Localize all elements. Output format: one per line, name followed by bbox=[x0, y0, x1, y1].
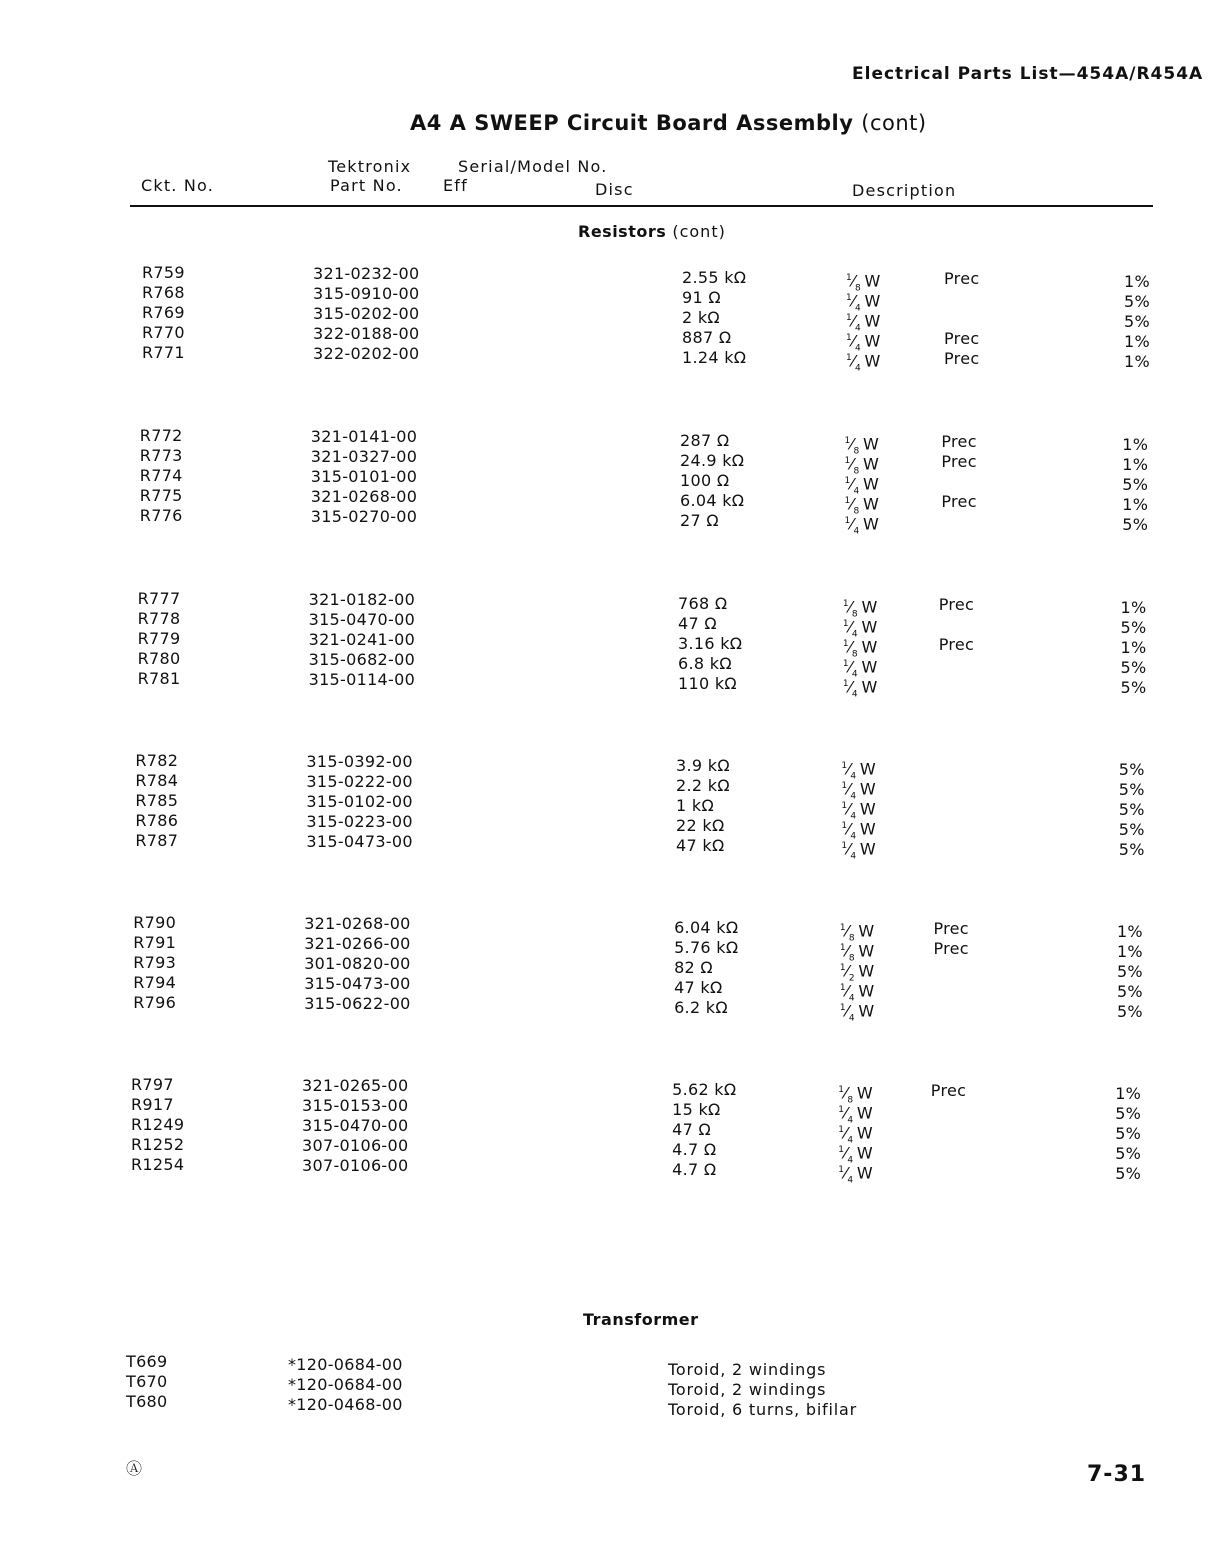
wattage-denominator: 4 bbox=[850, 851, 857, 862]
ckt-no: R796 bbox=[133, 993, 177, 1012]
resistance-value: 2 kΩ bbox=[682, 308, 720, 327]
wattage-denominator: 4 bbox=[850, 811, 857, 822]
wattage-denominator: 4 bbox=[853, 526, 860, 537]
watt-unit: W bbox=[859, 514, 880, 534]
watt-unit: W bbox=[853, 1123, 873, 1143]
wattage-numerator: 1 bbox=[842, 659, 849, 669]
part-no: 321-0182-00 bbox=[308, 590, 416, 609]
fraction-slash: ⁄ bbox=[847, 799, 851, 819]
wattage bbox=[840, 998, 875, 1029]
tolerance: 1% bbox=[1124, 352, 1150, 371]
part-no: 315-0622-00 bbox=[304, 994, 411, 1013]
watt-unit: W bbox=[856, 759, 877, 779]
fraction-slash: ⁄ bbox=[850, 434, 854, 454]
col-eff: Eff bbox=[443, 176, 468, 195]
resistance-value: 47 Ω bbox=[678, 614, 717, 633]
wattage-numerator: 1 bbox=[841, 841, 848, 851]
precision-flag: Prec bbox=[944, 269, 980, 288]
resistance-value: 27 Ω bbox=[680, 511, 719, 530]
resistance-value: 4.7 Ω bbox=[672, 1140, 717, 1159]
part-no: 315-0223-00 bbox=[306, 812, 413, 831]
precision-flag: Prec bbox=[941, 452, 977, 471]
wattage-denominator: 4 bbox=[855, 363, 862, 374]
wattage-denominator: 8 bbox=[853, 466, 860, 477]
wattage-denominator: 8 bbox=[851, 609, 858, 620]
resistance-value: 100 Ω bbox=[680, 471, 730, 490]
wattage-numerator: 1 bbox=[841, 761, 848, 771]
fraction-slash: ⁄ bbox=[850, 514, 854, 534]
tolerance: 5% bbox=[1115, 1164, 1142, 1183]
resistors-heading bbox=[578, 222, 726, 241]
page-number: 7-31 bbox=[1087, 1462, 1147, 1487]
fraction-slash: ⁄ bbox=[848, 657, 852, 677]
wattage-denominator: 2 bbox=[848, 973, 855, 984]
resistance-value: 1.24 kΩ bbox=[682, 348, 747, 367]
part-no: *120-0684-00 bbox=[288, 1355, 403, 1374]
part-no: 321-0266-00 bbox=[304, 934, 411, 953]
part-no: 315-0102-00 bbox=[306, 792, 413, 811]
fraction-slash: ⁄ bbox=[848, 617, 852, 637]
precision-flag: Prec bbox=[933, 939, 969, 958]
watt-unit: W bbox=[861, 351, 881, 371]
ckt-no: T670 bbox=[126, 1372, 168, 1391]
wattage-numerator: 1 bbox=[844, 436, 851, 446]
resistance-value: 5.62 kΩ bbox=[672, 1080, 737, 1099]
watt-unit: W bbox=[857, 597, 878, 617]
watt-unit: W bbox=[857, 617, 878, 637]
transformer-description: Toroid, 2 windings bbox=[668, 1380, 827, 1399]
wattage-denominator: 4 bbox=[855, 303, 862, 314]
ckt-no: R772 bbox=[139, 426, 183, 445]
wattage-numerator: 1 bbox=[844, 496, 851, 506]
fraction-slash: ⁄ bbox=[852, 291, 856, 311]
wattage-numerator: 1 bbox=[841, 781, 848, 791]
ckt-no: R778 bbox=[137, 609, 181, 628]
transformer-description: Toroid, 6 turns, bifilar bbox=[668, 1400, 857, 1419]
fraction-slash: ⁄ bbox=[847, 819, 851, 839]
fraction-slash: ⁄ bbox=[844, 1163, 848, 1183]
transformer-heading: Transformer bbox=[583, 1310, 699, 1329]
wattage-numerator: 1 bbox=[839, 1003, 846, 1013]
wattage-denominator: 4 bbox=[847, 1155, 854, 1166]
resistance-value: 2.55 kΩ bbox=[682, 268, 747, 287]
part-no: 315-0114-00 bbox=[308, 670, 416, 689]
part-no: 307-0106-00 bbox=[302, 1156, 409, 1175]
watt-unit: W bbox=[854, 961, 875, 981]
part-no: 315-0470-00 bbox=[302, 1116, 409, 1135]
revision-mark: Ⓐ bbox=[126, 1459, 143, 1478]
resistance-value: 287 Ω bbox=[680, 431, 730, 450]
resistance-value: 47 Ω bbox=[672, 1120, 711, 1139]
part-no: 315-0153-00 bbox=[302, 1096, 409, 1115]
running-title: Electrical Parts List—454A/R454A bbox=[852, 64, 1204, 84]
wattage-numerator: 1 bbox=[846, 313, 853, 323]
wattage-numerator: 1 bbox=[838, 1145, 845, 1155]
wattage-denominator: 4 bbox=[851, 669, 858, 680]
tolerance: 5% bbox=[1120, 618, 1147, 637]
ckt-no: R793 bbox=[133, 953, 177, 972]
watt-unit: W bbox=[859, 454, 880, 474]
ckt-no: R770 bbox=[142, 323, 185, 342]
wattage-numerator: 1 bbox=[841, 801, 848, 811]
tolerance: 5% bbox=[1116, 1002, 1143, 1021]
wattage-numerator: 1 bbox=[838, 1165, 845, 1175]
fraction-slash: ⁄ bbox=[852, 351, 856, 371]
col-ckt-no: Ckt. No. bbox=[141, 176, 215, 195]
resistance-value: 6.04 kΩ bbox=[680, 491, 745, 510]
ckt-no: R786 bbox=[135, 811, 179, 830]
ckt-no: R784 bbox=[135, 771, 179, 790]
wattage-denominator: 4 bbox=[850, 791, 857, 802]
fraction-slash: ⁄ bbox=[850, 474, 854, 494]
resistance-value: 3.9 kΩ bbox=[676, 756, 730, 775]
fraction-slash: ⁄ bbox=[847, 839, 851, 859]
watt-unit: W bbox=[853, 1163, 873, 1183]
wattage-denominator: 8 bbox=[848, 953, 855, 964]
tolerance: 1% bbox=[1122, 495, 1149, 514]
col-part-no: Part No. bbox=[330, 176, 403, 195]
wattage-numerator: 1 bbox=[846, 273, 853, 283]
tolerance: 1% bbox=[1122, 455, 1149, 474]
watt-unit: W bbox=[856, 779, 877, 799]
transformer-description: Toroid, 2 windings bbox=[668, 1360, 827, 1379]
tolerance: 5% bbox=[1120, 678, 1147, 697]
wattage-denominator: 4 bbox=[855, 343, 862, 354]
wattage-numerator: 1 bbox=[838, 1085, 845, 1095]
wattage-denominator: 8 bbox=[851, 649, 858, 660]
watt-unit: W bbox=[853, 1103, 873, 1123]
tolerance: 5% bbox=[1118, 840, 1145, 859]
wattage-denominator: 4 bbox=[853, 486, 860, 497]
wattage-denominator: 4 bbox=[851, 629, 858, 640]
watt-unit: W bbox=[853, 1083, 873, 1103]
wattage-numerator: 1 bbox=[842, 599, 849, 609]
wattage-denominator: 8 bbox=[853, 446, 860, 457]
wattage-numerator: 1 bbox=[844, 456, 851, 466]
tolerance: 1% bbox=[1124, 332, 1150, 351]
part-no: 321-0241-00 bbox=[308, 630, 416, 649]
resistance-value: 47 kΩ bbox=[674, 978, 723, 997]
resistance-value: 91 Ω bbox=[682, 288, 721, 307]
wattage-numerator: 1 bbox=[846, 333, 853, 343]
part-no: 321-0265-00 bbox=[302, 1076, 409, 1095]
part-no: 321-0268-00 bbox=[304, 914, 411, 933]
ckt-no: R787 bbox=[135, 831, 179, 850]
ckt-no: R917 bbox=[131, 1095, 174, 1114]
col-tektronix: Tektronix bbox=[328, 157, 412, 176]
fraction-slash: ⁄ bbox=[850, 494, 854, 514]
col-description: Description bbox=[852, 181, 957, 200]
assembly-title bbox=[410, 111, 927, 135]
resistance-value: 6.8 kΩ bbox=[678, 654, 732, 673]
fraction-slash: ⁄ bbox=[852, 331, 856, 351]
fraction-slash: ⁄ bbox=[845, 921, 849, 941]
ckt-no: R790 bbox=[133, 913, 177, 932]
precision-flag: Prec bbox=[941, 492, 977, 511]
ckt-no: R769 bbox=[142, 303, 185, 322]
wattage-denominator: 4 bbox=[847, 1115, 854, 1126]
watt-unit: W bbox=[857, 677, 878, 697]
part-no: 322-0202-00 bbox=[313, 344, 420, 363]
watt-unit: W bbox=[859, 474, 880, 494]
ckt-no: R771 bbox=[142, 343, 185, 362]
part-no: 321-0141-00 bbox=[310, 427, 418, 446]
tolerance: 1% bbox=[1120, 598, 1147, 617]
watt-unit: W bbox=[861, 331, 881, 351]
part-no: 315-0473-00 bbox=[306, 832, 413, 851]
wattage-denominator: 8 bbox=[848, 933, 855, 944]
resistance-value: 5.76 kΩ bbox=[674, 938, 739, 957]
precision-flag: Prec bbox=[944, 349, 980, 368]
part-no: *120-0684-00 bbox=[288, 1375, 403, 1394]
part-no: 322-0188-00 bbox=[313, 324, 420, 343]
ckt-no: R773 bbox=[139, 446, 183, 465]
ckt-no: R782 bbox=[135, 751, 179, 770]
wattage-numerator: 1 bbox=[842, 619, 849, 629]
wattage-numerator: 1 bbox=[844, 516, 851, 526]
watt-unit: W bbox=[859, 434, 880, 454]
tolerance: 1% bbox=[1115, 1084, 1142, 1103]
tolerance: 5% bbox=[1118, 800, 1145, 819]
col-serial-model: Serial/Model No. bbox=[458, 157, 608, 176]
watt-unit: W bbox=[861, 271, 881, 291]
ckt-no: R768 bbox=[142, 283, 185, 302]
wattage bbox=[846, 348, 881, 379]
watt-unit: W bbox=[854, 981, 875, 1001]
fraction-slash: ⁄ bbox=[845, 941, 849, 961]
part-no: 315-0910-00 bbox=[313, 284, 420, 303]
tolerance: 1% bbox=[1120, 638, 1147, 657]
assembly-title-text: A4 A SWEEP Circuit Board Assembly bbox=[410, 111, 854, 135]
tolerance: 5% bbox=[1115, 1124, 1142, 1143]
wattage-denominator: 4 bbox=[848, 993, 855, 1004]
resistance-value: 24.9 kΩ bbox=[680, 451, 745, 470]
wattage-numerator: 1 bbox=[846, 293, 853, 303]
watt-unit: W bbox=[856, 839, 877, 859]
resistors-heading-text: Resistors bbox=[578, 222, 667, 241]
tolerance: 5% bbox=[1115, 1144, 1142, 1163]
fraction-slash: ⁄ bbox=[848, 597, 852, 617]
wattage-denominator: 4 bbox=[848, 1013, 855, 1024]
watt-unit: W bbox=[856, 799, 877, 819]
tolerance: 1% bbox=[1122, 435, 1149, 454]
wattage-denominator: 4 bbox=[847, 1135, 854, 1146]
ckt-no: R791 bbox=[133, 933, 177, 952]
ckt-no: R794 bbox=[133, 973, 177, 992]
ckt-no: R797 bbox=[131, 1075, 174, 1094]
resistance-value: 6.2 kΩ bbox=[674, 998, 728, 1017]
resistors-heading-suffix: (cont) bbox=[672, 222, 726, 241]
fraction-slash: ⁄ bbox=[847, 779, 851, 799]
watt-unit: W bbox=[857, 657, 878, 677]
resistance-value: 1 kΩ bbox=[676, 796, 715, 815]
part-no: 307-0106-00 bbox=[302, 1136, 409, 1155]
resistance-value: 887 Ω bbox=[682, 328, 732, 347]
fraction-slash: ⁄ bbox=[844, 1083, 848, 1103]
ckt-no: R1254 bbox=[131, 1155, 185, 1174]
part-no: 315-0222-00 bbox=[306, 772, 413, 791]
fraction-slash: ⁄ bbox=[845, 981, 849, 1001]
wattage-numerator: 1 bbox=[842, 639, 849, 649]
watt-unit: W bbox=[857, 637, 878, 657]
wattage-denominator: 4 bbox=[850, 771, 857, 782]
part-no: 321-0232-00 bbox=[313, 264, 420, 283]
part-no: *120-0468-00 bbox=[288, 1395, 403, 1414]
col-disc: Disc bbox=[595, 180, 634, 199]
fraction-slash: ⁄ bbox=[845, 961, 849, 981]
wattage-numerator: 1 bbox=[839, 943, 846, 953]
tolerance: 5% bbox=[1116, 962, 1143, 981]
fraction-slash: ⁄ bbox=[848, 677, 852, 697]
wattage-numerator: 1 bbox=[846, 353, 853, 363]
part-no: 321-0268-00 bbox=[310, 487, 418, 506]
wattage bbox=[838, 1160, 873, 1191]
precision-flag: Prec bbox=[930, 1081, 967, 1100]
watt-unit: W bbox=[854, 1001, 875, 1021]
resistance-value: 2.2 kΩ bbox=[676, 776, 730, 795]
tolerance: 5% bbox=[1118, 820, 1145, 839]
tolerance: 5% bbox=[1115, 1104, 1142, 1123]
ckt-no: R1252 bbox=[131, 1135, 185, 1154]
wattage bbox=[844, 511, 879, 542]
part-no: 315-0392-00 bbox=[306, 752, 413, 771]
wattage bbox=[843, 674, 878, 705]
fraction-slash: ⁄ bbox=[844, 1123, 848, 1143]
fraction-slash: ⁄ bbox=[844, 1103, 848, 1123]
tolerance: 1% bbox=[1116, 922, 1143, 941]
precision-flag: Prec bbox=[941, 432, 977, 451]
part-no: 321-0327-00 bbox=[310, 447, 418, 466]
wattage-numerator: 1 bbox=[839, 963, 846, 973]
wattage-numerator: 1 bbox=[839, 983, 846, 993]
tolerance: 5% bbox=[1120, 658, 1147, 677]
fraction-slash: ⁄ bbox=[847, 759, 851, 779]
precision-flag: Prec bbox=[938, 635, 975, 654]
resistance-value: 3.16 kΩ bbox=[678, 634, 743, 653]
tolerance: 5% bbox=[1122, 515, 1149, 534]
ckt-no: R780 bbox=[137, 649, 181, 668]
ckt-no: T669 bbox=[126, 1352, 168, 1371]
watt-unit: W bbox=[854, 941, 875, 961]
ckt-no: R776 bbox=[139, 506, 183, 525]
wattage-denominator: 4 bbox=[847, 1175, 854, 1186]
fraction-slash: ⁄ bbox=[844, 1143, 848, 1163]
ckt-no: R777 bbox=[137, 589, 181, 608]
resistance-value: 22 kΩ bbox=[676, 816, 725, 835]
fraction-slash: ⁄ bbox=[852, 311, 856, 331]
watt-unit: W bbox=[853, 1143, 873, 1163]
resistance-value: 82 Ω bbox=[674, 958, 713, 977]
ckt-no: R781 bbox=[137, 669, 181, 688]
wattage-numerator: 1 bbox=[839, 923, 846, 933]
part-no: 315-0470-00 bbox=[308, 610, 416, 629]
header-rule bbox=[130, 205, 1153, 207]
ckt-no: R785 bbox=[135, 791, 179, 810]
wattage-numerator: 1 bbox=[842, 679, 849, 689]
watt-unit: W bbox=[861, 291, 881, 311]
tolerance: 1% bbox=[1116, 942, 1143, 961]
resistance-value: 4.7 Ω bbox=[672, 1160, 717, 1179]
part-no: 301-0820-00 bbox=[304, 954, 411, 973]
wattage-denominator: 4 bbox=[855, 323, 862, 334]
fraction-slash: ⁄ bbox=[850, 454, 854, 474]
precision-flag: Prec bbox=[944, 329, 980, 348]
ckt-no: R759 bbox=[142, 263, 185, 282]
watt-unit: W bbox=[859, 494, 880, 514]
resistance-value: 110 kΩ bbox=[678, 674, 737, 693]
tolerance: 5% bbox=[1124, 312, 1150, 331]
part-no: 315-0473-00 bbox=[304, 974, 411, 993]
ckt-no: R775 bbox=[139, 486, 183, 505]
wattage-numerator: 1 bbox=[838, 1125, 845, 1135]
wattage-denominator: 4 bbox=[850, 831, 857, 842]
part-no: 315-0270-00 bbox=[310, 507, 418, 526]
tolerance: 5% bbox=[1116, 982, 1143, 1001]
watt-unit: W bbox=[861, 311, 881, 331]
wattage-denominator: 4 bbox=[851, 689, 858, 700]
wattage-numerator: 1 bbox=[841, 821, 848, 831]
wattage-denominator: 8 bbox=[847, 1095, 854, 1106]
resistance-value: 6.04 kΩ bbox=[674, 918, 739, 937]
wattage bbox=[841, 836, 876, 867]
part-no: 315-0101-00 bbox=[310, 467, 418, 486]
precision-flag: Prec bbox=[938, 595, 975, 614]
tolerance: 5% bbox=[1118, 760, 1145, 779]
fraction-slash: ⁄ bbox=[852, 271, 856, 291]
resistance-value: 15 kΩ bbox=[672, 1100, 721, 1119]
tolerance: 1% bbox=[1124, 272, 1150, 291]
precision-flag: Prec bbox=[933, 919, 969, 938]
watt-unit: W bbox=[856, 819, 877, 839]
ckt-no: R779 bbox=[137, 629, 181, 648]
ckt-no: T680 bbox=[126, 1392, 168, 1411]
resistance-value: 47 kΩ bbox=[676, 836, 725, 855]
wattage-denominator: 8 bbox=[855, 283, 862, 294]
wattage-denominator: 8 bbox=[853, 506, 860, 517]
part-no: 315-0682-00 bbox=[308, 650, 416, 669]
watt-unit: W bbox=[854, 921, 875, 941]
resistance-value: 768 Ω bbox=[678, 594, 728, 613]
ckt-no: R774 bbox=[139, 466, 183, 485]
wattage-numerator: 1 bbox=[844, 476, 851, 486]
assembly-title-suffix: (cont) bbox=[861, 111, 927, 135]
fraction-slash: ⁄ bbox=[848, 637, 852, 657]
tolerance: 5% bbox=[1122, 475, 1149, 494]
wattage-numerator: 1 bbox=[838, 1105, 845, 1115]
ckt-no: R1249 bbox=[131, 1115, 185, 1134]
part-no: 315-0202-00 bbox=[313, 304, 420, 323]
tolerance: 5% bbox=[1124, 292, 1150, 311]
fraction-slash: ⁄ bbox=[845, 1001, 849, 1021]
tolerance: 5% bbox=[1118, 780, 1145, 799]
